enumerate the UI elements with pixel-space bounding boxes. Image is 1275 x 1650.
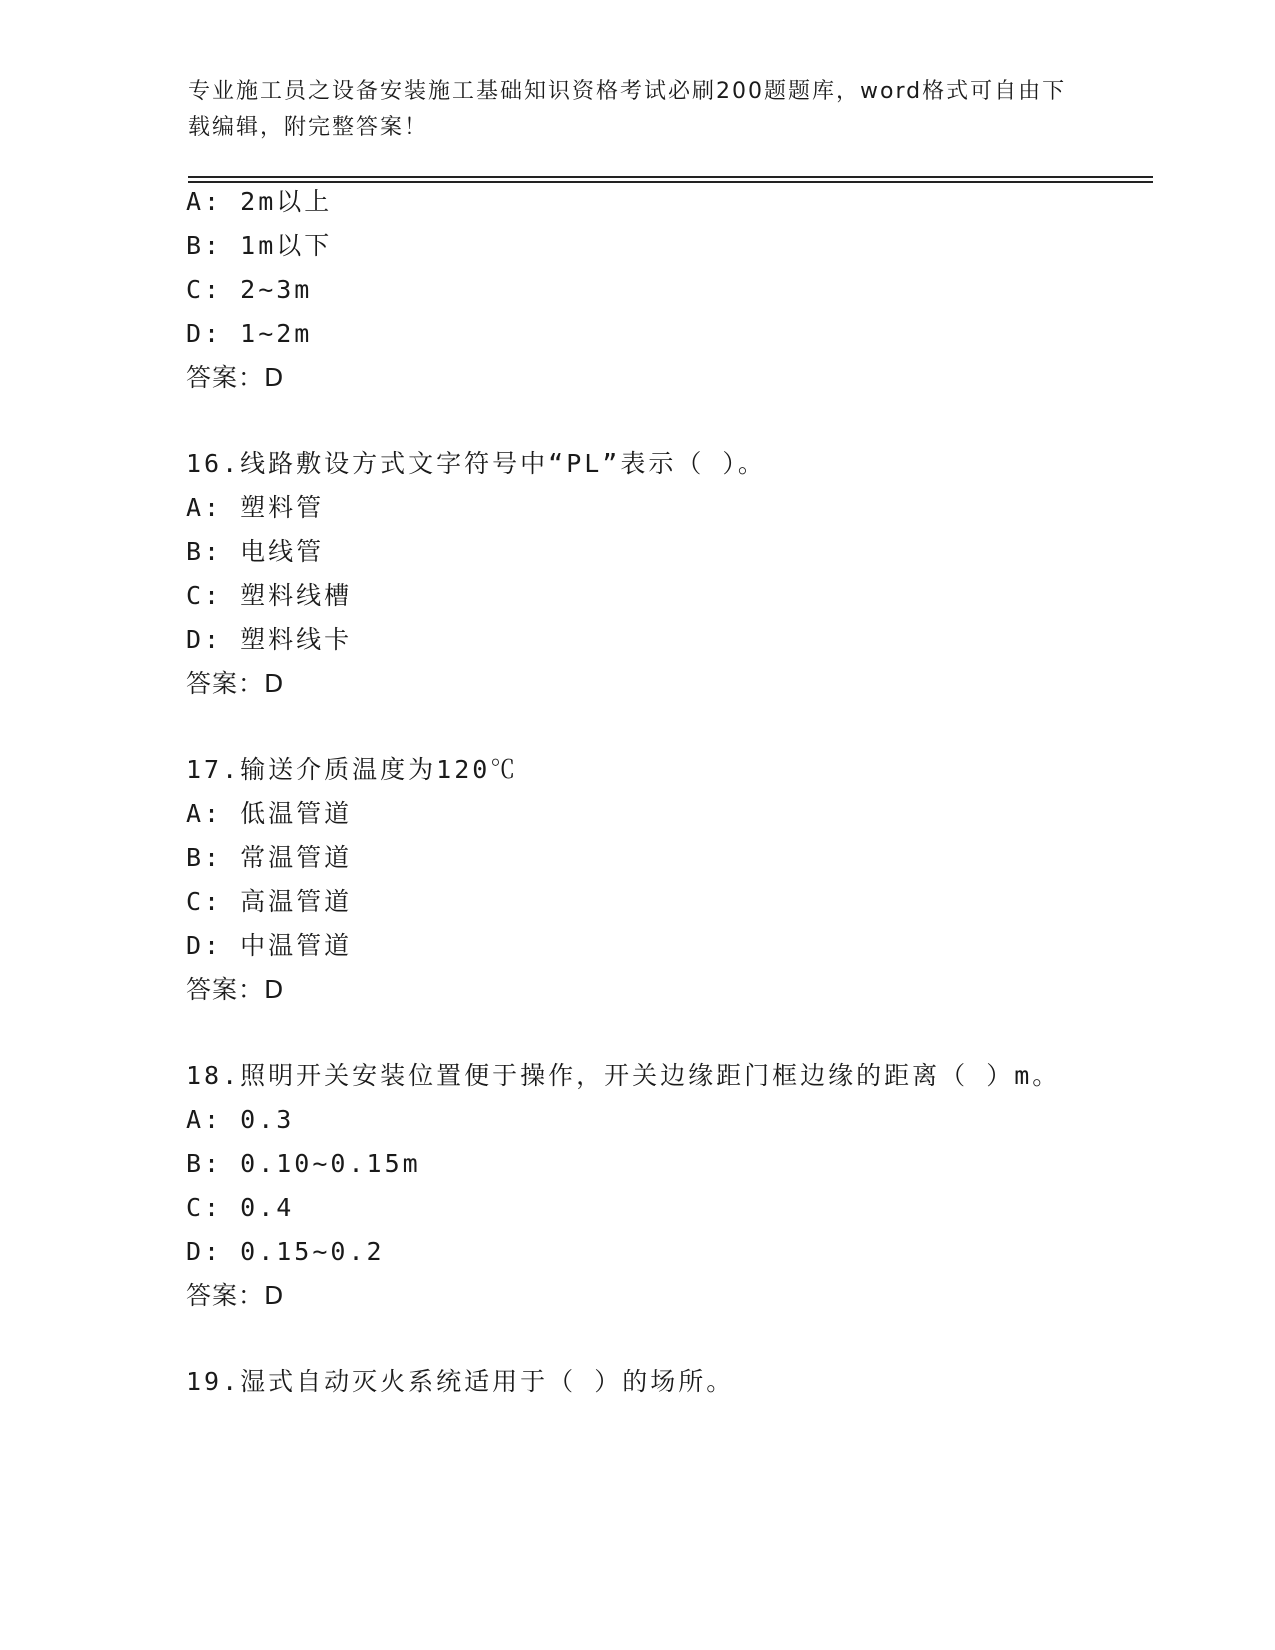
answer-line: 答案：D — [186, 975, 285, 1004]
question-stem: 18.照明开关安装位置便于操作，开关边缘距门框边缘的距离（ ）m。 — [186, 1061, 1061, 1090]
question-stem: 17.输送介质温度为120℃ — [186, 755, 519, 784]
option-d: D: 塑料线卡 — [186, 625, 353, 654]
answer-line: 答案：D — [186, 669, 285, 698]
option-b: B: 0.10~0.15m — [186, 1149, 421, 1178]
option-c: C: 高温管道 — [186, 887, 353, 916]
option-d: D: 0.15~0.2 — [186, 1237, 385, 1266]
document-title: 专业施工员之设备安装施工基础知识资格考试必刷200题题库，word格式可自由下载编辑，附完整答案！ — [188, 79, 1067, 140]
option-d: D: 1~2m — [186, 319, 313, 348]
option-d: D: 中温管道 — [186, 931, 353, 960]
option-a: A: 低温管道 — [186, 799, 353, 828]
option-a: A: 2m以上 — [186, 187, 333, 216]
option-a: A: 0.3 — [186, 1105, 295, 1134]
option-a: A: 塑料管 — [186, 493, 325, 522]
answer-line: 答案：D — [186, 363, 285, 392]
question-stem: 16.线路敷设方式文字符号中“PL”表示（ ）。 — [186, 449, 766, 478]
answer-line: 答案：D — [186, 1281, 285, 1310]
option-b: B: 1m以下 — [186, 231, 333, 260]
question-stem: 19.湿式自动灭火系统适用于（ ）的场所。 — [186, 1367, 735, 1396]
option-b: B: 常温管道 — [186, 843, 353, 872]
option-b: B: 电线管 — [186, 537, 325, 566]
header-divider-bottom — [188, 181, 1153, 183]
header-divider-top — [188, 176, 1153, 178]
option-c: C: 0.4 — [186, 1193, 295, 1222]
option-c: C: 塑料线槽 — [186, 581, 353, 610]
option-c: C: 2~3m — [186, 275, 313, 304]
